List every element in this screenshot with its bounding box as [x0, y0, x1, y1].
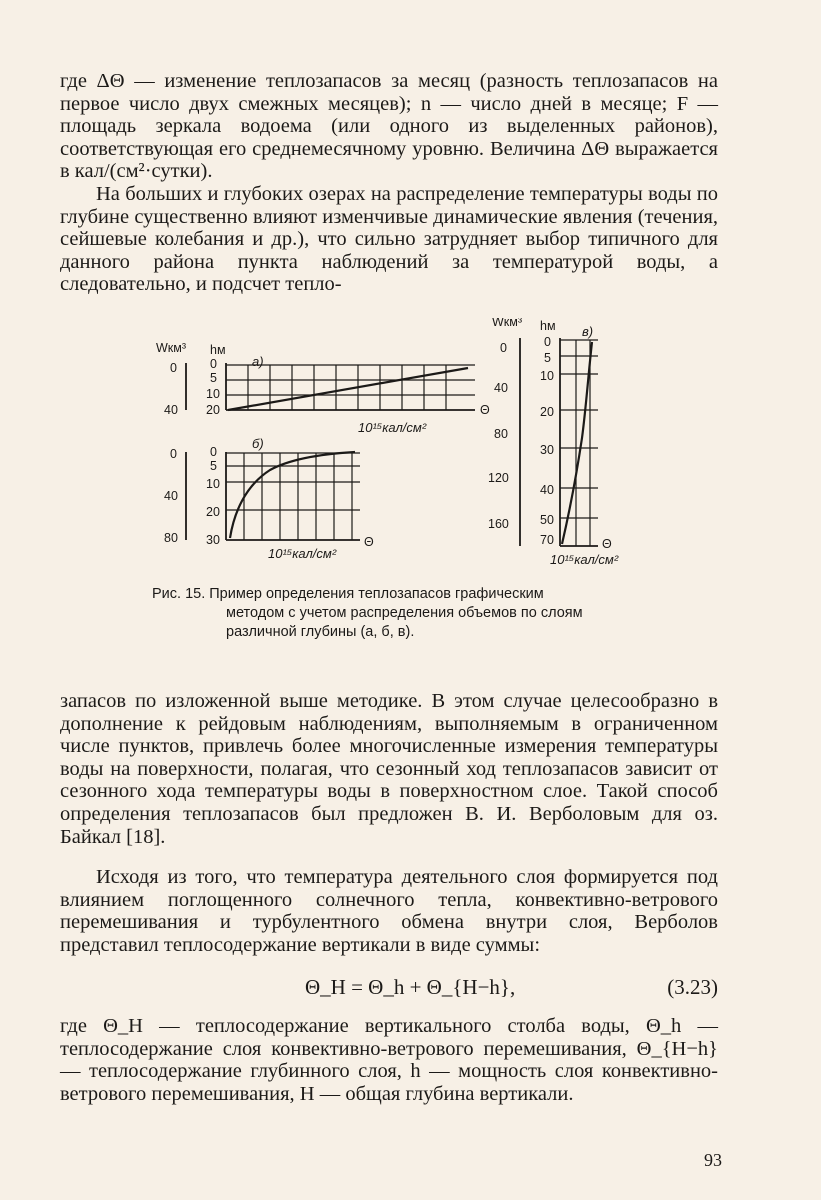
- panel-v-letter: в): [582, 324, 594, 339]
- panel-a-h-tick-1: 5: [210, 371, 217, 385]
- formula-number: (3.23): [667, 975, 718, 999]
- formula-3-23: [60, 975, 718, 1001]
- paragraph-dynamics: На больших и глубоких озерах на распределение температуры воды по глубине существенно влияют изменчивые динамические явления (течения, сейшевые колебания и др.), что сильно затрудняет выбор типичного для данного района пункта наблюдений за температурой воды, а следовательно, и подсчет тепло-: [60, 183, 718, 296]
- panel-a-theta: Θ: [480, 403, 490, 417]
- caption-line-1: Рис. 15. Пример определения теплозапасов графическим: [152, 586, 544, 602]
- panel-a-letter: а): [252, 354, 264, 369]
- panel-a-h-tick-2: 10: [206, 387, 220, 401]
- panel-v-w-label: Wкм³: [492, 318, 523, 329]
- panel-b: [164, 436, 374, 561]
- paragraph-method: запасов по изложенной выше методике. В этом случае целесообразно в дополнение к рейдовым наблюдениям, выполняемым в ограниченном числе пунктов, привлечь более многочисленные измерения температуры воды на поверхности, полагая, что сезонный ход теплозапасов зависит от сезонного хода температуры воды в поверхностном слое. Такой способ определения теплозапасов был предложен В. И. Верболовым для оз. Байкал [18].: [60, 690, 718, 848]
- panel-a-h-tick-0: 0: [210, 357, 217, 371]
- panel-a-w-tick-1: 40: [164, 403, 178, 417]
- figure-15-graphs: [150, 318, 650, 578]
- panel-v-w-tick-4: 160: [488, 517, 509, 531]
- panel-b-w-tick-1: 40: [164, 489, 178, 503]
- panel-v-h-label: hм: [540, 319, 556, 333]
- panel-v-w-tick-0: 0: [500, 341, 507, 355]
- panel-b-h-tick-3: 20: [206, 505, 220, 519]
- panel-v-h-tick-1: 5: [544, 351, 551, 365]
- panel-b-letter: б): [252, 436, 264, 451]
- panel-v-w-tick-3: 120: [488, 471, 509, 485]
- caption-line-2: методом с учетом распределения объемов по слоям: [226, 605, 583, 621]
- caption-line-3: различной глубины (а, б, в).: [226, 624, 415, 640]
- panel-v-w-tick-1: 40: [494, 381, 508, 395]
- panel-v-h-tick-4: 30: [540, 443, 554, 457]
- panel-a-w-tick-0: 0: [170, 361, 177, 375]
- panel-v-h-tick-6: 50: [540, 513, 554, 527]
- panel-a-w-label: Wкм³: [156, 341, 187, 355]
- panel-a-x-unit: 10¹⁵кал/см²: [358, 420, 427, 435]
- panel-b-h-tick-0: 0: [210, 445, 217, 459]
- panel-b-w-tick-2: 80: [164, 531, 178, 545]
- panel-b-h-tick-2: 10: [206, 477, 220, 491]
- panel-b-theta: Θ: [364, 535, 374, 549]
- paragraph-verbolov: Исходя из того, что температура деятельного слоя формируется под влиянием поглощенного солнечного тепла, конвективно-ветрового перемешивания и турбулентного обмена внутри слоя, Верболов представил теплосодержание вертикали в виде суммы:: [60, 866, 718, 956]
- panel-v-h-tick-7: 70: [540, 533, 554, 547]
- panel-a: [156, 341, 490, 435]
- panel-v-h-tick-0: 0: [544, 335, 551, 349]
- panel-v: [488, 318, 619, 567]
- panel-v-theta: Θ: [602, 537, 612, 551]
- page-number: 93: [704, 1150, 722, 1170]
- panel-a-h-label: hм: [210, 343, 226, 357]
- figure-15: [150, 318, 650, 578]
- panel-v-h-tick-5: 40: [540, 483, 554, 497]
- panel-b-h-tick-1: 5: [210, 459, 217, 473]
- panel-v-x-unit: 10¹⁵кал/см²: [550, 552, 619, 567]
- panel-b-x-unit: 10¹⁵кал/см²: [268, 546, 337, 561]
- formula-expression: Θ_H = Θ_h + Θ_{H−h},: [305, 975, 516, 999]
- panel-a-h-tick-3: 20: [206, 403, 220, 417]
- paragraph-definitions: где ΔΘ — изменение теплозапасов за месяц (разность теплозапасов на первое число двух смежных месяцев); n — число дней в месяце; F — площадь зеркала водоема (или одного из выделенных районов), соответствующая его среднемесячному уровню. Величина ΔΘ выражается в кал/(см²·сутки).: [60, 70, 718, 183]
- panel-v-h-tick-2: 10: [540, 369, 554, 383]
- figure-caption: [152, 585, 652, 642]
- panel-b-w-tick-0: 0: [170, 447, 177, 461]
- panel-v-w-tick-2: 80: [494, 427, 508, 441]
- panel-b-h-tick-4: 30: [206, 533, 220, 547]
- paragraph-definitions-2: где Θ_H — теплосодержание вертикального столба воды, Θ_h — теплосодержание слоя конвективно-ветрового перемешивания, Θ_{H−h} — теплосодержание глубинного слоя, h — мощность слоя конвективно-ветрового перемешивания, H — общая глубина вертикали.: [60, 1015, 718, 1105]
- panel-v-h-tick-3: 20: [540, 405, 554, 419]
